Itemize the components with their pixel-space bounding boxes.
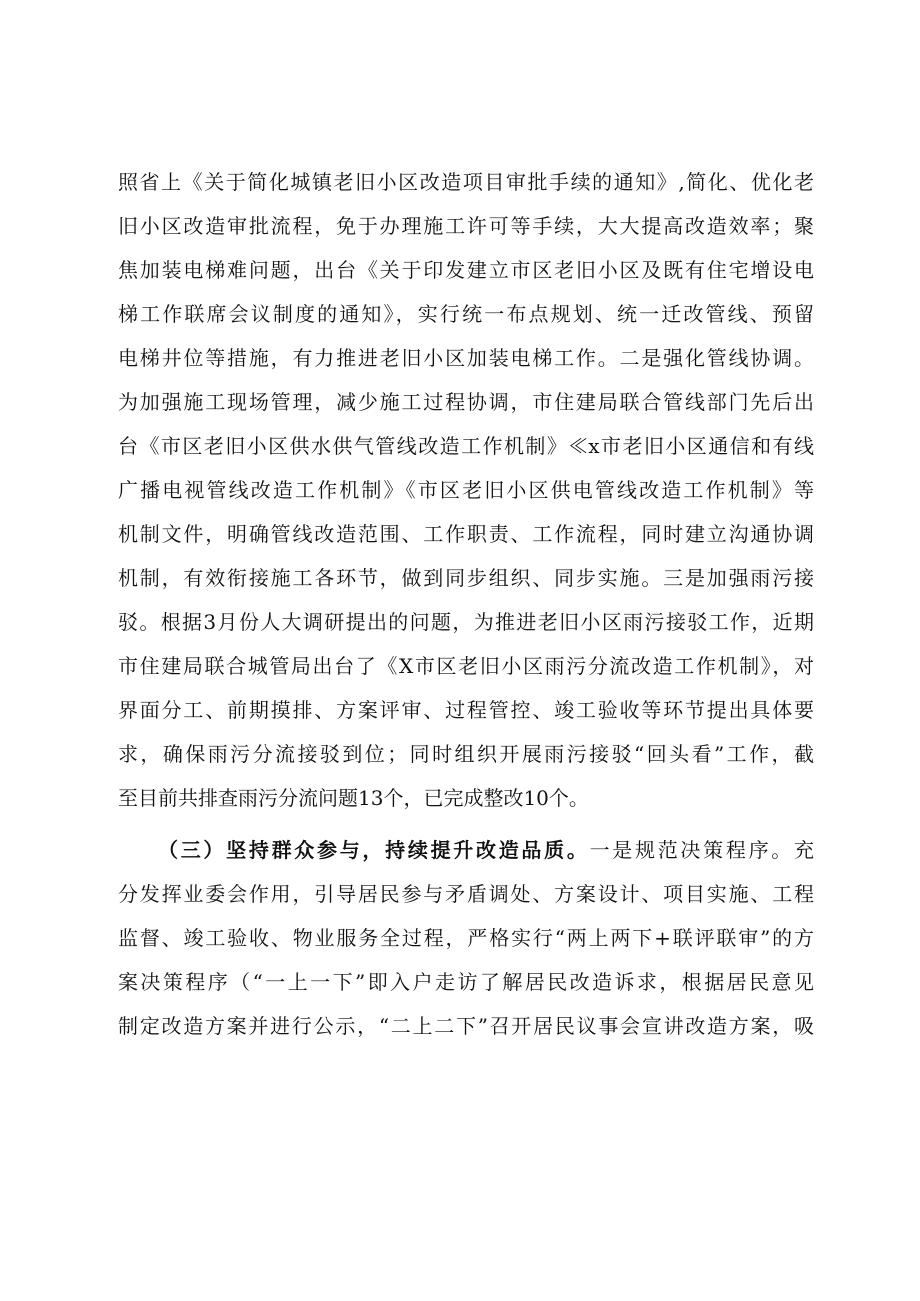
paragraph-line: 电梯井位等措施，有力推进老旧小区加装电梯工作。二是强化管线协调。 — [118, 346, 814, 370]
paragraph-line: 广播电视管线改造工作机制》《市区老旧小区供电管线改造工作机制》等 — [118, 478, 814, 502]
paragraph-line: 至目前共排查雨污分流问题13个，已完成整改10个。 — [118, 786, 589, 810]
paragraph-line: 市住建局联合城管局出台了《X市区老旧小区雨污分流改造工作机制》，对 — [118, 654, 814, 678]
section-3-heading: （三）坚持群众参与，持续提升改造品质。 — [158, 838, 590, 862]
paragraph-line: 为加强施工现场管理，减少施工过程协调，市住建局联合管线部门先后出 — [118, 390, 814, 414]
paragraph-line: 机制文件，明确管线改造范围、工作职责、工作流程，同时建立沟通协调 — [118, 522, 814, 546]
paragraph-line: 案决策程序（“一上一下”即入户走访了解居民改造诉求，根据居民意见 — [118, 970, 814, 994]
section-3-first-line-rest: 一是规范决策程序。充 — [589, 838, 814, 862]
paragraph-line: 监督、竣工验收、物业服务全过程，严格实行“两上两下+联评联审”的方 — [118, 926, 814, 950]
paragraph-line: 机制，有效衔接施工各环节，做到同步组织、同步实施。三是加强雨污接 — [118, 566, 814, 590]
section-3-first-line — [158, 836, 814, 864]
paragraph-line: 制定改造方案并进行公示，“二上二下”召开居民议事会宣讲改造方案，吸 — [118, 1014, 814, 1038]
paragraph-line: 驳。根据3月份人大调研提出的问题，为推进老旧小区雨污接驳工作，近期 — [118, 610, 814, 634]
paragraph-line: 求，确保雨污分流接驳到位；同时组织开展雨污接驳“回头看”工作，截 — [118, 742, 814, 766]
paragraph-line: 梯工作联席会议制度的通知》，实行统一布点规划、统一迁改管线、预留 — [118, 302, 814, 326]
paragraph-line: 台《市区老旧小区供水供气管线改造工作机制》≪x市老旧小区通信和有线 — [118, 434, 814, 458]
paragraph-line: 焦加装电梯难问题，出台《关于印发建立市区老旧小区及既有住宅增设电 — [118, 258, 814, 282]
paragraph-line: 旧小区改造审批流程，免于办理施工许可等手续，大大提高改造效率；聚 — [118, 214, 814, 238]
paragraph-line: 界面分工、前期摸排、方案评审、过程管控、竣工验收等环节提出具体要 — [118, 698, 814, 722]
paragraph-line: 分发挥业委会作用，引导居民参与矛盾调处、方案设计、项目实施、工程 — [118, 882, 814, 906]
paragraph-line: 照省上《关于简化城镇老旧小区改造项目审批手续的通知》,简化、优化老 — [118, 170, 814, 194]
